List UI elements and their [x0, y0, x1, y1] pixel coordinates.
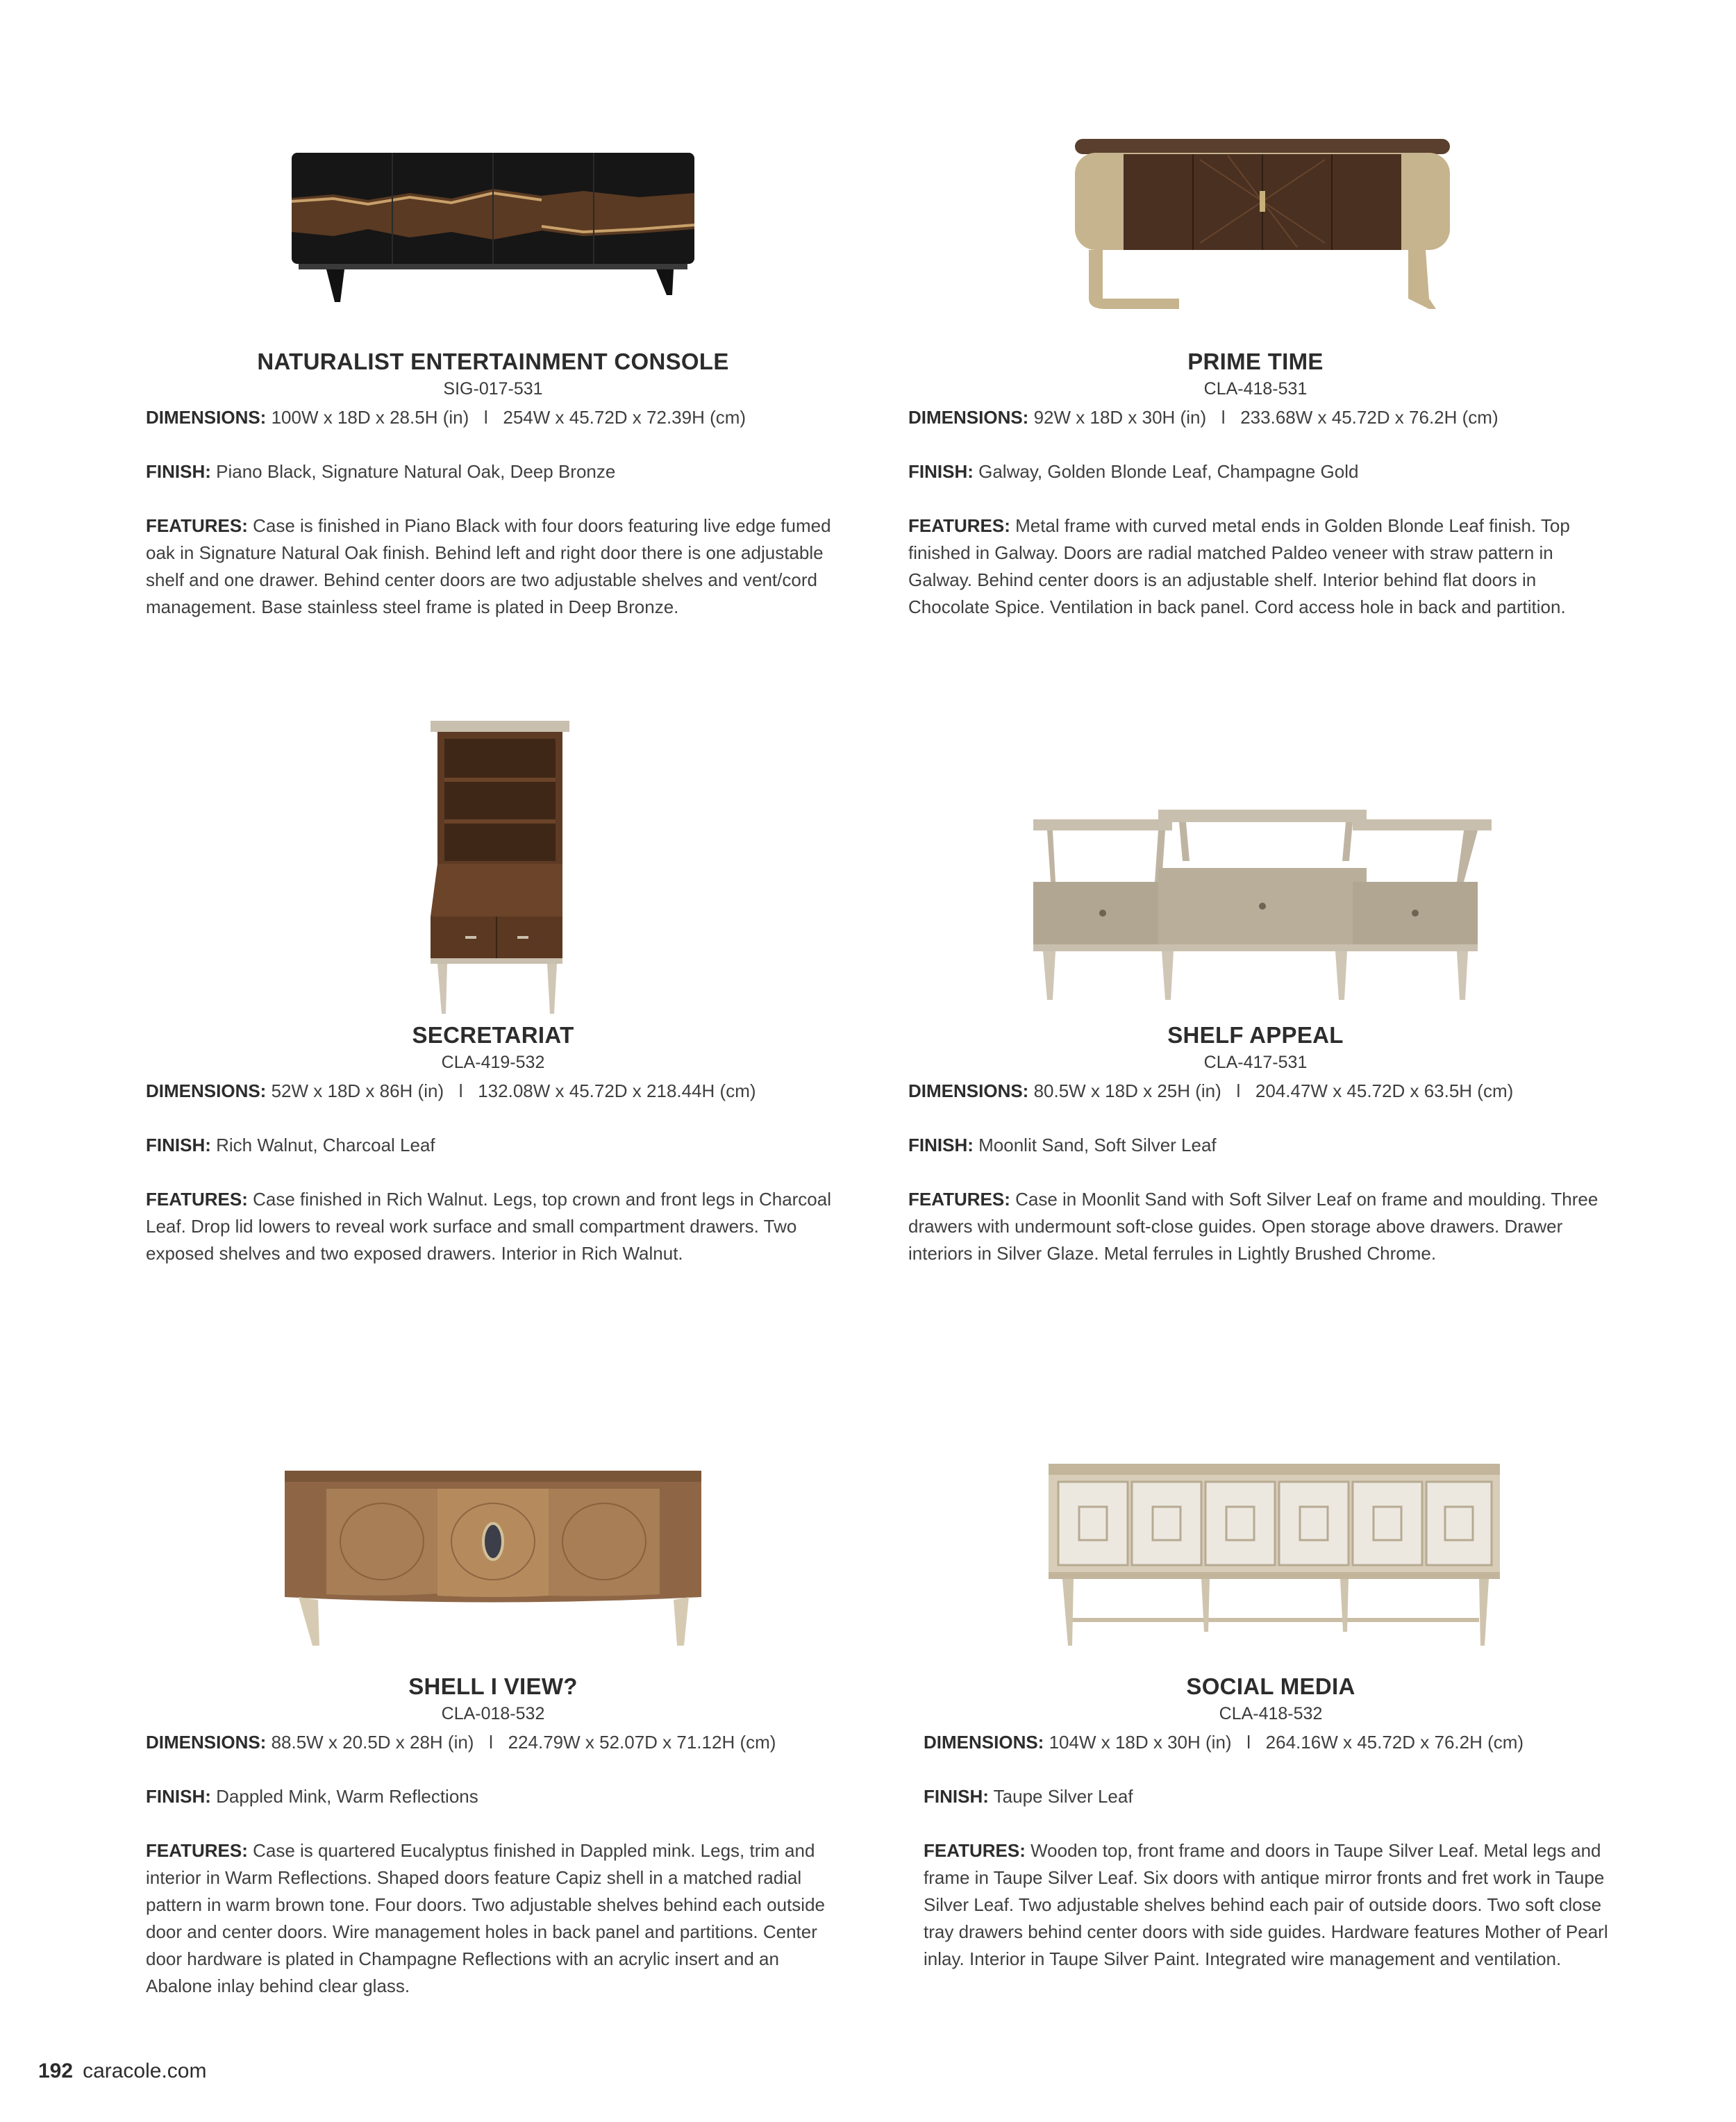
dimensions [924, 1729, 1618, 1756]
features-label: FEATURES: [908, 515, 1010, 536]
product-title: SOCIAL MEDIA [1186, 1673, 1355, 1699]
dimensions-label: DIMENSIONS: [146, 1080, 267, 1101]
features [146, 1186, 840, 1267]
product-title: SHELF APPEAL [1167, 1022, 1344, 1048]
dimensions-label: DIMENSIONS: [924, 1732, 1044, 1753]
features-value: Case finished in Rich Walnut. Legs, top crown and front legs in Charcoal Leaf. Drop lid lowers to reveal work surface and small compartment drawers. Two exposed shelves and two exposed drawers. Interior in Rich Walnut. [146, 1189, 832, 1264]
product-sku: CLA-018-532 [441, 1704, 545, 1723]
finish-label: FINISH: [908, 461, 974, 482]
features-label: FEATURES: [146, 515, 248, 536]
finish [924, 1783, 1618, 1810]
product-sku: SIG-017-531 [443, 379, 543, 399]
finish [146, 458, 840, 485]
features [146, 512, 840, 621]
dimensions-label: DIMENSIONS: [146, 407, 267, 428]
curved-credenza-image [908, 132, 1603, 319]
finish-label: FINISH: [146, 461, 211, 482]
product-title: PRIME TIME [1187, 349, 1324, 374]
product-title: SECRETARIAT [412, 1022, 574, 1048]
dimensions [908, 1078, 1603, 1105]
dimensions-value: 92W x 18D x 30H (in) l 233.68W x 45.72D x 76.2H (cm) [1033, 407, 1499, 428]
finish-value: Moonlit Sand, Soft Silver Leaf [978, 1135, 1217, 1155]
page-footer [38, 2060, 206, 2083]
features-label: FEATURES: [146, 1840, 248, 1861]
finish [146, 1783, 840, 1810]
secretary-desk-image [146, 715, 840, 1021]
features [924, 1837, 1618, 1973]
features [146, 1837, 840, 2000]
features-label: FEATURES: [146, 1189, 248, 1210]
media-stand-image [908, 792, 1603, 1014]
dimensions-value: 100W x 18D x 28.5H (in) l 254W x 45.72D x 72.39H (cm) [271, 407, 746, 428]
dimensions-label: DIMENSIONS: [908, 1080, 1029, 1101]
finish-value: Dappled Mink, Warm Reflections [216, 1786, 478, 1807]
dimensions-value: 80.5W x 18D x 25H (in) l 204.47W x 45.72D x 63.5H (cm) [1033, 1080, 1514, 1101]
finish-label: FINISH: [924, 1786, 989, 1807]
features [908, 1186, 1603, 1267]
dimensions-value: 88.5W x 20.5D x 28H (in) l 224.79W x 52.07D x 71.12H (cm) [271, 1732, 776, 1753]
product-sku: CLA-417-531 [1203, 1053, 1308, 1072]
features-label: FEATURES: [924, 1840, 1026, 1861]
black-console-image [146, 132, 840, 319]
dimensions-value: 104W x 18D x 30H (in) l 264.16W x 45.72D x 76.2H (cm) [1049, 1732, 1524, 1753]
finish [146, 1132, 840, 1159]
product-sku: CLA-418-532 [1219, 1704, 1323, 1723]
website-link[interactable]: caracole.com [83, 2060, 207, 2082]
product-title: SHELL I VIEW? [408, 1673, 578, 1699]
features-value: Wooden top, front frame and doors in Taupe Silver Leaf. Metal legs and frame in Taupe Silver Leaf. Six doors with antique mirror fronts and fret work in Taupe Silver Leaf. Two adjustable shelves behind each pair of outside doors. Two soft close tray drawers behind center doors with side guides. Hardware features Mother of Pearl inlay. Interior in Taupe Silver Paint. Integrated wire management and ventilation. [924, 1840, 1608, 1969]
dimensions [146, 1078, 840, 1105]
finish-label: FINISH: [146, 1786, 211, 1807]
finish-label: FINISH: [146, 1135, 211, 1155]
page-number: 192 [38, 2060, 74, 2082]
dimensions-value: 52W x 18D x 86H (in) l 132.08W x 45.72D x 218.44H (cm) [271, 1080, 756, 1101]
dimensions [908, 404, 1603, 431]
dimensions [146, 404, 840, 431]
features-value: Case is quartered Eucalyptus finished in Dappled mink. Legs, trim and interior in Warm Reflections. Shaped doors feature Capiz shell in a matched radial pattern in warm brown tone. Four doors. Two adjustable shelves behind each outside door and center doors. Wire management holes in back panel and partitions. Center door hardware is plated in Champagne Reflections with an acrylic insert and an Abalone inlay behind clear glass. [146, 1840, 825, 1996]
dimensions-label: DIMENSIONS: [908, 407, 1029, 428]
finish-label: FINISH: [908, 1135, 974, 1155]
features-value: Case in Moonlit Sand with Soft Silver Leaf on frame and moulding. Three drawers with undermount soft-close guides. Open storage above drawers. Drawer interiors in Silver Glaze. Metal ferrules in Lightly Brushed Chrome. [908, 1189, 1599, 1264]
finish-value: Galway, Golden Blonde Leaf, Champagne Gold [978, 461, 1359, 482]
features [908, 512, 1603, 621]
finish [908, 1132, 1603, 1159]
dimensions [146, 1729, 840, 1756]
product-sku: CLA-419-532 [441, 1053, 545, 1072]
shell-console-image [146, 1458, 840, 1660]
finish-value: Taupe Silver Leaf [993, 1786, 1133, 1807]
product-sku: CLA-418-531 [1203, 379, 1308, 399]
dimensions-label: DIMENSIONS: [146, 1732, 267, 1753]
product-title: NATURALIST ENTERTAINMENT CONSOLE [257, 349, 729, 374]
finish-value: Rich Walnut, Charcoal Leaf [216, 1135, 435, 1155]
finish [908, 458, 1603, 485]
features-value: Metal frame with curved metal ends in Golden Blonde Leaf finish. Top finished in Galway. Doors are radial matched Paldeo veneer with straw pattern in Galway. Behind center doors is an adjustable shelf. Interior behind flat doors in Chocolate Spice. Ventilation in back panel. Cord access hole in back and partition. [908, 515, 1570, 617]
features-value: Case is finished in Piano Black with four doors featuring live edge fumed oak in Signature Natural Oak finish. Behind left and right door there is one adjustable shelf and one drawer. Behind center doors are two adjustable shelves and vent/cord management. Base stainless steel frame is plated in Deep Bronze. [146, 515, 831, 617]
mirrored-credenza-image [924, 1458, 1618, 1660]
features-label: FEATURES: [908, 1189, 1010, 1210]
finish-value: Piano Black, Signature Natural Oak, Deep Bronze [216, 461, 616, 482]
